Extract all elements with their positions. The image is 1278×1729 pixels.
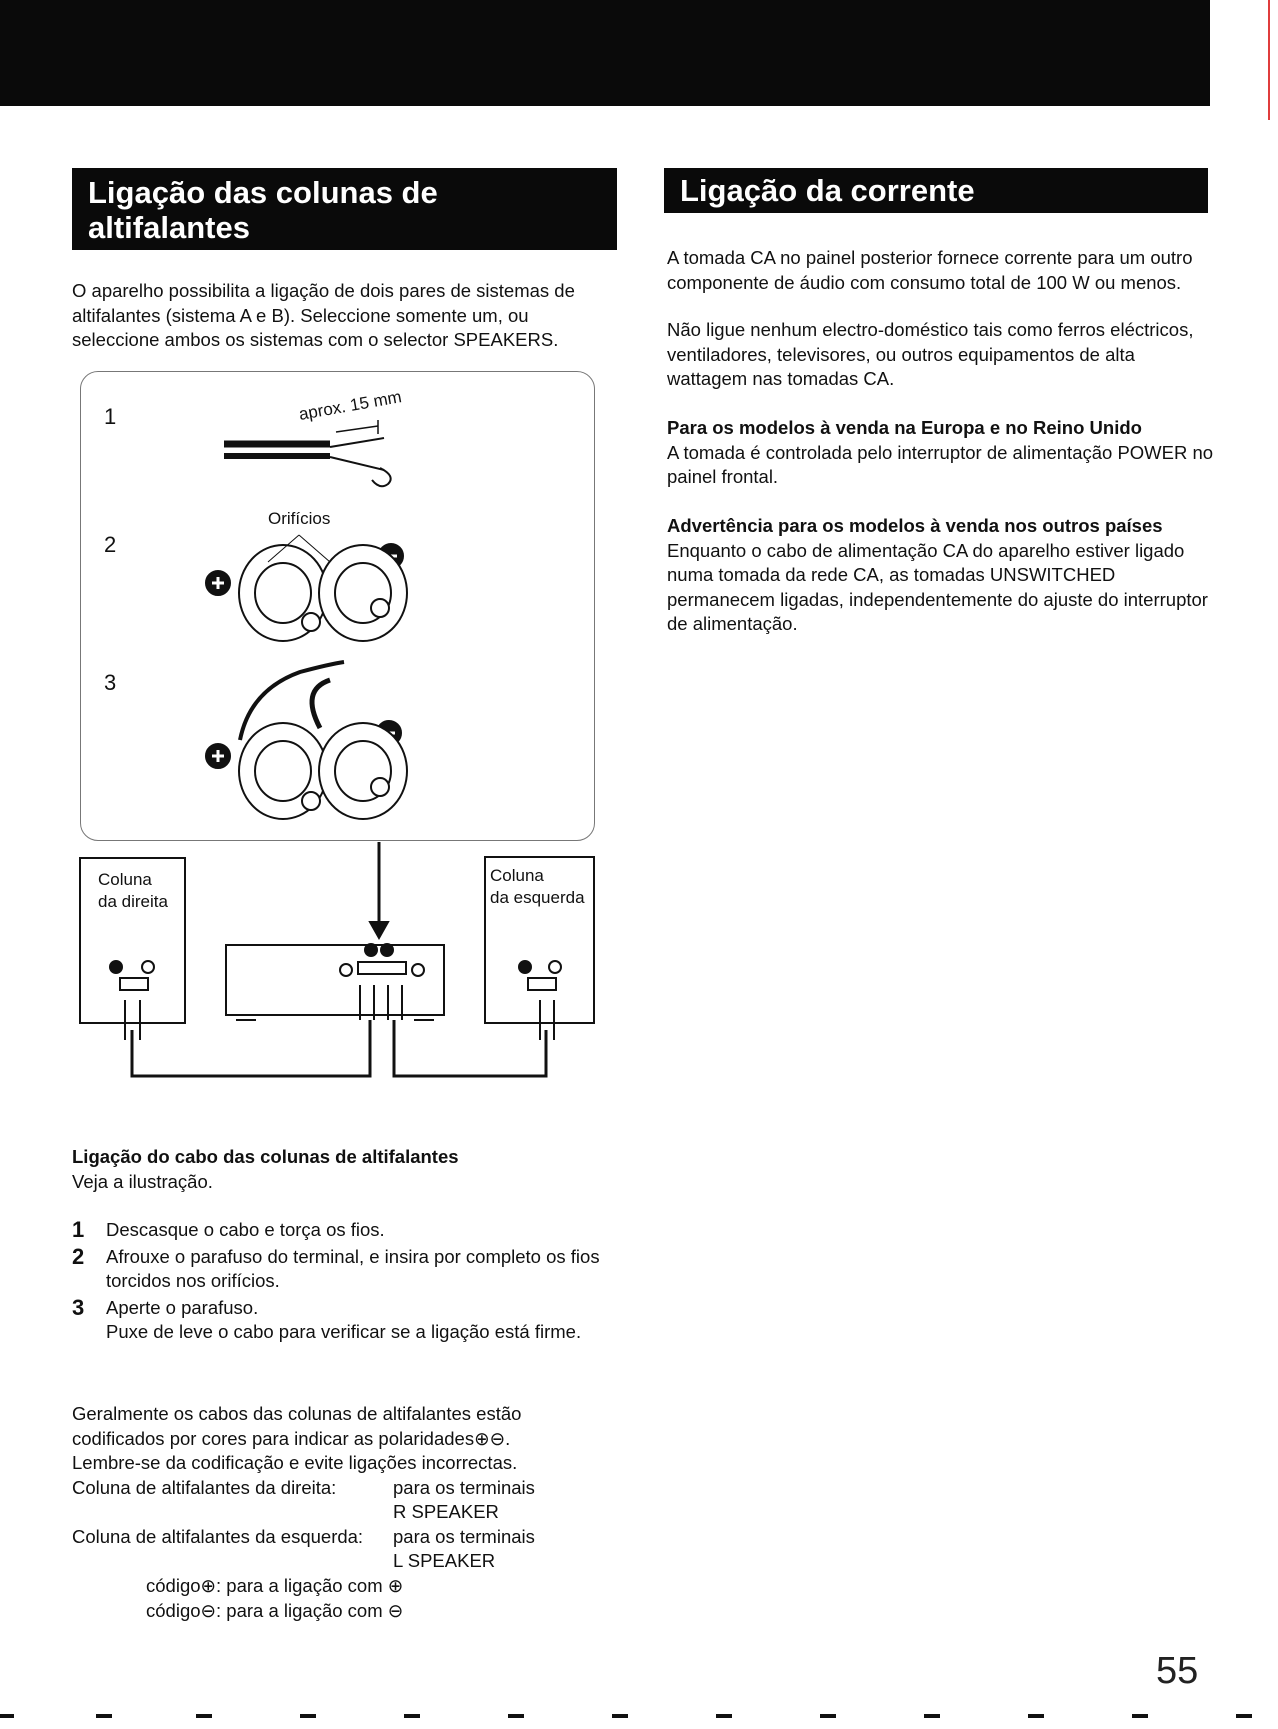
cable-subtext: Veja a ilustração. [72,1170,213,1192]
europe-section [667,416,1219,490]
heading-power-text: Ligação da corrente [680,173,975,208]
holes-label: Orifícios [268,509,331,528]
row-value: para os terminais [393,1526,535,1547]
strip-length-label: aprox. 15 mm [297,387,404,424]
page-number: 55 [1156,1650,1199,1692]
cable-heading: Ligação do cabo das colunas de altifalantes [72,1146,459,1167]
diagram-step-2: 2 [104,532,117,557]
step-text: Afrouxe o parafuso do terminal, e insira por completo os fios torcidos nos orifícios. [106,1245,600,1291]
note-line-2: codificados por cores para indicar as polaridades⊕⊖. [72,1427,511,1449]
stripped-cable-drawing [224,420,391,486]
terminal-pair-step2 [206,535,407,641]
power-paragraph-2: Não ligue nenhum electro-doméstico tais como ferros eléctricos, ventiladores, televisores, ou outros equipamentos de alta wattagem nas tomadas CA. [667,319,1194,389]
code-lines [146,1574,566,1623]
list-item [72,1245,612,1294]
step-number: 3 [72,1294,85,1320]
code-plus: código⊕: para a ligação com ⊕ [146,1575,404,1596]
note-line-1: Geralmente os cabos das colunas de altifalantes estão [72,1403,522,1424]
row-value-2: R SPEAKER [393,1501,499,1522]
diagram-step-1: 1 [104,404,117,429]
step-text-extra: Puxe de leve o cabo para verificar se a ligação está firme. [106,1321,582,1342]
step-list [72,1218,612,1347]
other-countries-heading: Advertência para os modelos à venda nos outros países [667,515,1163,536]
other-countries-section [667,514,1219,637]
list-item [72,1296,612,1345]
arrow-head [370,922,388,938]
note-line-3: Lembre-se da codificação e evite ligações incorrectas. [72,1452,518,1473]
diagram-step-3: 3 [104,670,117,695]
europe-heading: Para os modelos à venda na Europa e no Reino Unido [667,417,1142,438]
terminal-pair-step3 [206,662,407,819]
row-label: Coluna de altifalantes da esquerda: [72,1526,364,1547]
row-label: Coluna de altifalantes da direita: [72,1477,337,1498]
bottom-dash-row [0,1712,1278,1722]
step-text: Descasque o cabo e torça os fios. [106,1219,385,1240]
intro-paragraph: O aparelho possibilita a ligação de dois pares de sistemas de altifalantes (sistema A e B). Seleccione somente um, ou seleccione ambos os sistemas com o selector SPEAKERS. [72,280,575,350]
left-speaker-label-1: Coluna [490,866,544,885]
right-speaker-label-2: da direita [98,892,168,911]
row-value-2: L SPEAKER [393,1550,496,1571]
step-number: 2 [72,1243,85,1269]
step-text: Aperte o parafuso. [106,1296,259,1318]
amplifier-box [226,945,444,1015]
power-paragraph-1: A tomada CA no painel posterior fornece corrente para um outro componente de áudio com consumo total de 100 W ou menos. [667,247,1193,293]
right-speaker-row [72,1476,632,1525]
other-countries-text: Enquanto o cabo de alimentação CA do aparelho estiver ligado numa tomada da rede CA, as tomadas UNSWITCHED permanecem ligadas, independentemente do ajuste do interruptor de alimentação. [667,539,1208,634]
cable-section [72,1145,612,1194]
heading-speakers-line2: altifalantes [88,210,250,245]
heading-power [664,168,1208,213]
list-item [72,1218,612,1243]
left-speaker-label-2: da esquerda [490,888,585,907]
code-minus: código⊖: para a ligação com ⊖ [146,1599,404,1621]
right-speaker-label-1: Coluna [98,870,152,889]
polarity-note [72,1402,632,1476]
europe-text: A tomada é controlada pelo interruptor de alimentação POWER no painel frontal. [667,441,1214,487]
heading-speakers-line1: Ligação das colunas de [88,175,438,210]
row-value: para os terminais [393,1477,535,1498]
left-speaker-row [72,1525,632,1574]
step-number: 1 [72,1217,85,1242]
